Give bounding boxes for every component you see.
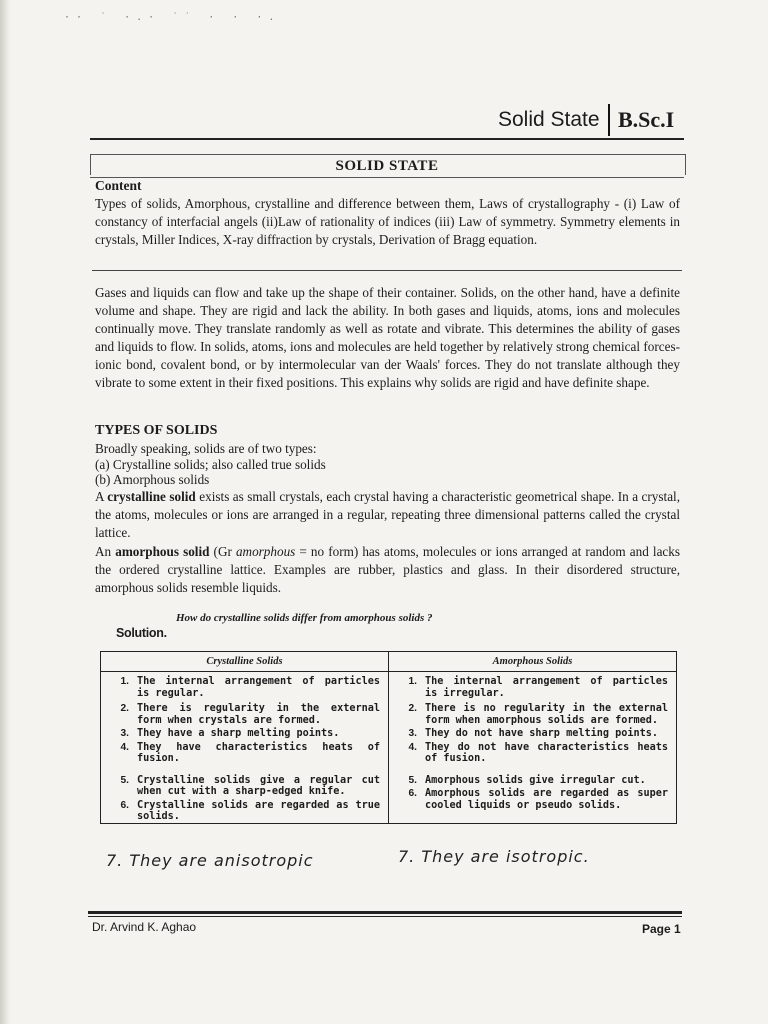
crystalline-row bbox=[101, 728, 388, 740]
amorphous-gr: (Gr bbox=[213, 544, 232, 559]
amorphous-term: amorphous solid bbox=[115, 544, 210, 559]
crystalline-row bbox=[101, 703, 388, 726]
amorphous-row bbox=[389, 775, 676, 787]
amorphous-prefix: An bbox=[95, 544, 112, 559]
amorphous-row-text: There is no regularity in the external form when amorphous solids are formed. bbox=[425, 703, 668, 726]
header-rule bbox=[90, 138, 684, 140]
header-divider bbox=[608, 104, 610, 136]
footer-page-number: Page 1 bbox=[642, 922, 681, 936]
footer-rule-thin bbox=[88, 916, 682, 917]
crystalline-column bbox=[101, 672, 388, 823]
types-intro: Broadly speaking, solids are of two types: bbox=[95, 441, 317, 456]
table-header-amorphous: Amorphous Solids bbox=[389, 652, 677, 672]
crystalline-term: crystalline solid bbox=[107, 489, 196, 504]
amorphous-row bbox=[389, 703, 676, 726]
footer-author: Dr. Arvind K. Aghao bbox=[92, 920, 197, 934]
amorphous-row-number: 1. bbox=[408, 676, 417, 687]
crystalline-row-number: 3. bbox=[120, 728, 129, 739]
amorphous-row-text: Amorphous solids are regarded as super cooled liquids or pseudo solids. bbox=[425, 788, 668, 811]
amorphous-word: amorphous bbox=[235, 544, 296, 559]
crystalline-definition bbox=[95, 488, 680, 542]
crystalline-row-number: 5. bbox=[120, 774, 129, 786]
types-item-a: (a) Crystalline solids; also called true solids bbox=[95, 457, 326, 472]
crystalline-row-number: 1. bbox=[120, 676, 129, 687]
amorphous-row-number: 5. bbox=[408, 774, 417, 786]
crystalline-row-text: They have characteristics heats of fusion. bbox=[137, 741, 380, 764]
content-heading: Content bbox=[95, 178, 142, 193]
chapter-title: SOLID STATE bbox=[335, 158, 439, 174]
footer-rule bbox=[88, 911, 682, 914]
amorphous-column bbox=[389, 672, 676, 811]
crystalline-row-number: 6. bbox=[120, 799, 129, 811]
amorphous-row bbox=[389, 676, 676, 699]
crystalline-prefix: A bbox=[95, 489, 104, 504]
amorphous-row-number: 3. bbox=[408, 728, 417, 739]
amorphous-row-number: 4. bbox=[408, 741, 417, 753]
crystalline-row-text: Crystalline solids are regarded as true solids. bbox=[137, 799, 380, 822]
crystalline-row bbox=[101, 800, 388, 823]
amorphous-rest: = no form) has atoms, molecules or ions arranged at random and lacks the ordered crystalline lattice. Examples are rubber, plastics and glass. In their disordered structure, amorphous solids resemble liquids. bbox=[95, 544, 680, 595]
crystalline-row-text: There is regularity in the external form when crystals are formed. bbox=[137, 703, 380, 726]
amorphous-row-text: They do not have sharp melting points. bbox=[425, 728, 659, 739]
header-course: B.Sc.I bbox=[618, 107, 675, 132]
content-rule bbox=[92, 270, 682, 271]
solution-label: Solution. bbox=[116, 626, 167, 640]
table-header-crystalline: Crystalline Solids bbox=[101, 652, 389, 672]
amorphous-row-number: 6. bbox=[408, 788, 417, 799]
chapter-title-rule bbox=[90, 177, 684, 178]
intro-paragraph: Gases and liquids can flow and take up the shape of their container. Solids, on the other hand, have a definite volume and shape. They are rigid and lack the ability. In both gases and liquids, atoms, ions and molecules continually move. They translate randomly as well as rotate and vibrate. This determines the ability of gases and liquids to flow. In solids, atoms, ions and molecules are held together by relatively strong chemical forces-ionic bond, covalent bond, or by intermolecular van der Waals' forces. They do not translate although they vibrate to some extent in their fixed positions. This explains why solids are rigid and have definite shape. bbox=[95, 285, 680, 390]
scan-edge-shadow bbox=[0, 0, 10, 1024]
types-heading: TYPES OF SOLIDS bbox=[95, 423, 218, 438]
crystalline-row bbox=[101, 742, 388, 765]
amorphous-row-text: The internal arrangement of particles is irregular. bbox=[425, 676, 668, 699]
amorphous-row bbox=[389, 788, 676, 811]
crystalline-rest: exists as small crystals, each crystal having a characteristic geometrical shape. In a crystal, the atoms, molecules or ions are arranged in a regular, repeating three dimensional patterns called the crystal lattice. bbox=[95, 489, 681, 540]
amorphous-row-text: They do not have characteristics heats of fusion. bbox=[425, 741, 668, 764]
crystalline-row bbox=[101, 775, 388, 798]
handwritten-note-right: 7. They are isotropic. bbox=[398, 847, 590, 866]
comparison-question: How do crystalline solids differ from amorphous solids ? bbox=[176, 612, 433, 624]
crystalline-row-number: 2. bbox=[120, 703, 129, 714]
amorphous-row-text: Amorphous solids give irregular cut. bbox=[425, 774, 646, 786]
header-title: Solid State bbox=[498, 108, 600, 131]
handwritten-note-left: 7. They are anisotropic bbox=[106, 851, 314, 870]
crystalline-row-text: They have a sharp melting points. bbox=[137, 728, 340, 739]
comparison-table bbox=[100, 651, 677, 824]
amorphous-row bbox=[389, 742, 676, 765]
types-item-b: (b) Amorphous solids bbox=[95, 472, 210, 487]
crystalline-row-number: 4. bbox=[120, 741, 129, 753]
amorphous-row-number: 2. bbox=[408, 703, 417, 714]
amorphous-definition bbox=[95, 543, 680, 597]
content-text: Types of solids, Amorphous, crystalline and difference between them, Laws of crystallography - (i) Law of constancy of interfacial angels (ii)Law of rationality of indices (iii) Law of symmetry. Symmetry elements in crystals, Miller Indices, X-ray diffraction by crystals, Derivation of Bragg equation. bbox=[95, 196, 680, 247]
scan-noise: ·· ˙ ·.· ˙˙ · · ·. bbox=[64, 12, 281, 23]
amorphous-row bbox=[389, 728, 676, 740]
crystalline-row-text: The internal arrangement of particles is regular. bbox=[137, 676, 380, 699]
crystalline-row bbox=[101, 676, 388, 699]
crystalline-row-text: Crystalline solids give a regular cut when cut with a sharp-edged knife. bbox=[137, 774, 380, 797]
